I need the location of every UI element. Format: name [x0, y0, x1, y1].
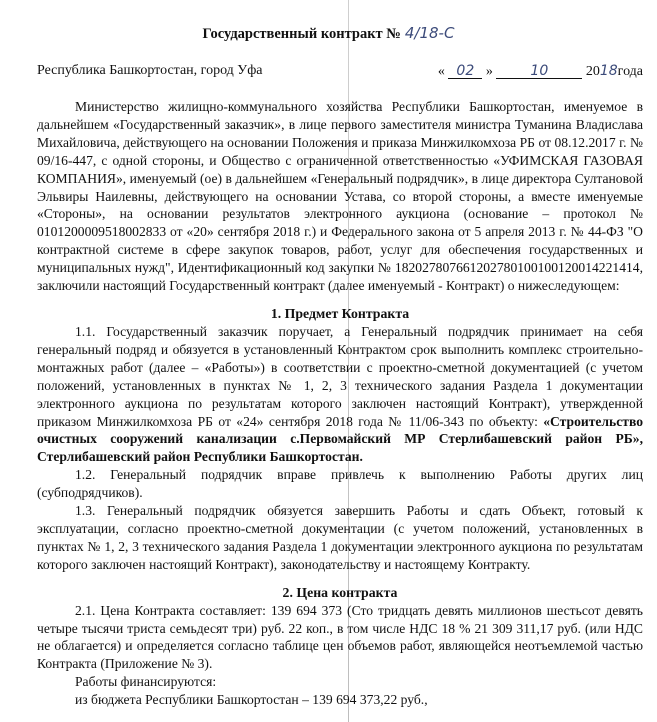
clause-1-1: [37, 323, 643, 466]
contract-body: [37, 98, 643, 709]
date-month: 10: [496, 64, 582, 79]
clause-1-2: 1.2. Генеральный подрядчик вправе привлечь к выполнению Работы других лиц (субподрядчиков).: [37, 467, 643, 501]
date-year-suffix: года: [617, 64, 643, 79]
date-year-prefix: 20: [585, 64, 600, 79]
contract-place: Республика Башкортостан, город Уфа: [37, 63, 263, 78]
contract-title: [0, 24, 657, 43]
clause-1-1-text: 1.1. Государственный заказчик поручает, а Генеральный подрядчик принимает на себя генеральный подряд и обязуется в установленный Контрактом срок выполнить комплекс строительно-монтажных работ (далее – «Работы») в соответствии с проектно-сметной документацией (с учетом положений, установленных в пунктах № 1, 2, 3 технического задания Раздела 1 документации электронного аукциона по результатам которого заключен настоящий Контракт), утвержденной приказом Минжилкомхоза РБ от «24» сентября 2018 года № 11/06-343 по объекту:: [37, 323, 643, 429]
preamble-paragraph: Министерство жилищно-коммунального хозяйства Республики Башкортостан, именуемое в дальнейшем «Государственный заказчик», в лице первого заместителя министра Туманина Владислава Михайловича, действующего на основании Положения и приказа Минжилкомхоза РБ от 08.12.2017 г. № 09/16-447, с одной стороны, и Общество с ограниченной ответственностью «УФИМСКАЯ ГАЗОВАЯ КОМПАНИЯ», именуемый (ое) в дальнейшем «Генеральный подрядчик», в лице директора Султановой Эльвиры Наилевны, действующего на основании Устава, со второй стороны, а вместе именуемые «Стороны», на основании результатов электронного аукциона (основание – протокол № 0101200009518002833 от «20» сентября 2018 г.) и Федерального закона от 5 апреля 2013 г. № 44-ФЗ "О контрактной системе в сфере закупок товаров, работ, услуг для обеспечения государственных и муниципальных нужд", Идентификационный код закупки № 182027807661202780100100120014221414, заключили настоящий Государственный контракт (далее именуемый - Контракт) о нижеследующем:: [37, 99, 643, 294]
budget-line: из бюджета Республики Башкортостан – 139 694 373,22 руб.,: [75, 692, 428, 708]
contract-date: [438, 63, 643, 80]
clause-1-3: 1.3. Генеральный подрядчик обязуется завершить Работы и сдать Объект, готовый к эксплуатации, согласно проектно-сметной документации (с учетом положений, установленных в пунктах № 1, 2, 3 технического задания Раздела 1 документации электронного аукциона по результатам которого заключен настоящий Контракт), законодательству и настоящему Контракту.: [37, 503, 643, 572]
date-year-handwritten: 18: [599, 63, 618, 79]
clause-2-1: 2.1. Цена Контракта составляет: 139 694 373 (Сто тридцать девять миллионов шестьсот девять четыре тысячи триста семьдесят три) руб. 22 коп., в том числе НДС 18 % 21 309 311,17 руб. (или НДС не облагается) и определяется согласно таблице цен объемов работ, являющейся неотъемлемой частью Контракта (Приложение № 3).: [37, 602, 643, 672]
date-day: 02: [448, 64, 482, 79]
clause-1-1-object: «Строительство очистных сооружений канализации с.Первомайский МР Стерлибашевский район РБ», Стерлибашевский район Республики Башкортостан.: [37, 413, 643, 465]
section-1-heading: 1. Предмет Контракта: [270, 305, 410, 321]
date-close-quote: »: [485, 64, 493, 79]
section-2-heading: 2. Цена контракта: [282, 584, 398, 600]
contract-number-handwritten: 4/18-С: [404, 24, 455, 42]
contract-title-text: Государственный контракт №: [202, 26, 401, 42]
date-open-quote: «: [437, 64, 445, 79]
financing-line: Работы финансируются:: [75, 674, 217, 690]
